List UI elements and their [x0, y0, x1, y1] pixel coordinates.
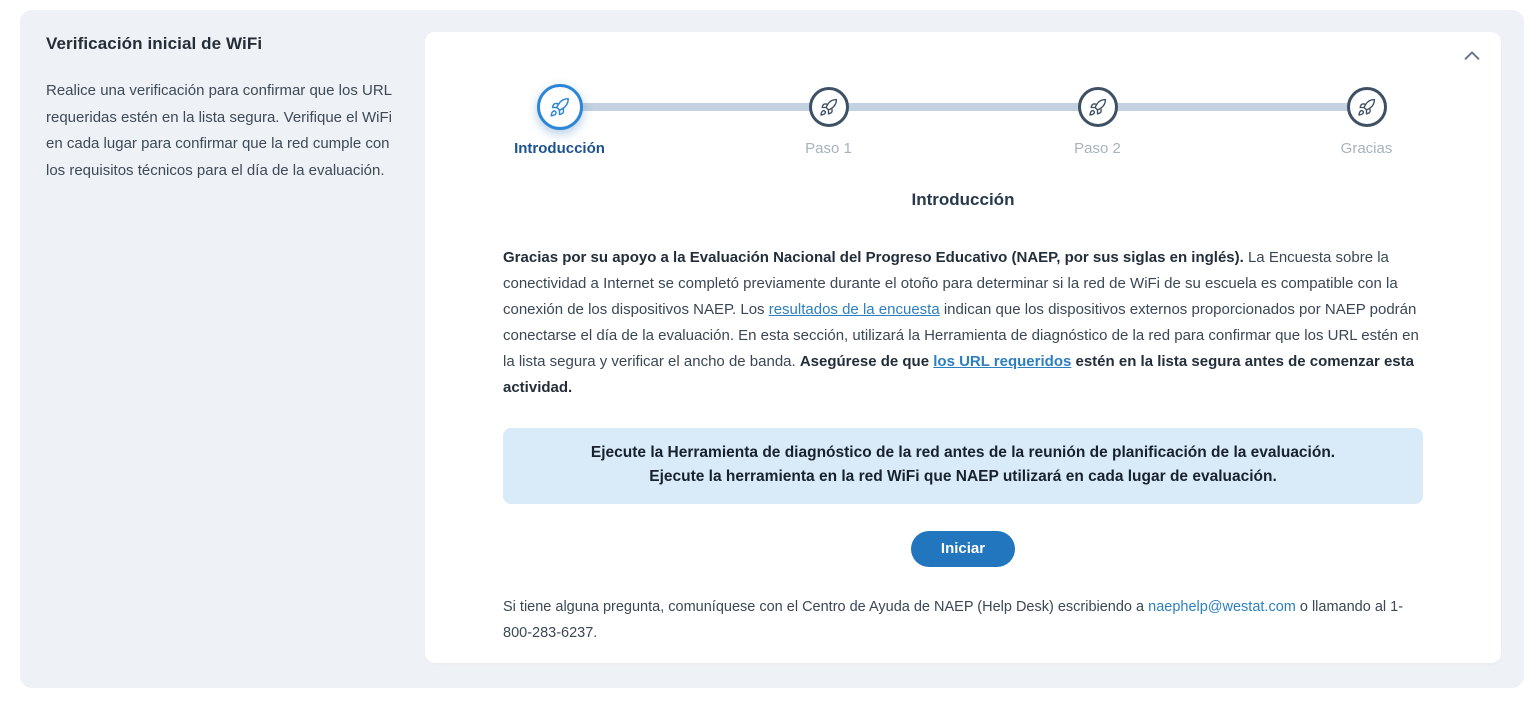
section-title: Verificación inicial de WiFi	[46, 34, 263, 53]
step-circle-wrap	[809, 84, 849, 130]
wizard-card	[425, 32, 1501, 663]
step-label: Introducción	[514, 140, 605, 157]
start-button[interactable]: Iniciar	[911, 531, 1015, 567]
progress-stepper	[425, 32, 1501, 157]
survey-results-link[interactable]: resultados de la encuesta	[768, 301, 940, 319]
intro-lead-bold: Gracias por su apoyo a la Evaluación Nacional del Progreso Educativo (NAEP, por sus siglas en inglés).	[503, 249, 1244, 266]
help-email-link[interactable]: naephelp@westat.com	[1148, 599, 1296, 616]
sidebar	[46, 34, 402, 185]
intro-ensure-bold-end: estén en la lista segura antes de comenzar esta actividad.	[503, 353, 1414, 397]
rocket-icon	[1357, 98, 1376, 117]
required-urls-link[interactable]: los URL requeridos	[933, 353, 1072, 371]
intro-paragraph	[503, 245, 1423, 402]
step-label: Paso 2	[1074, 140, 1121, 157]
step-introduccion	[425, 84, 694, 157]
rocket-icon	[819, 98, 838, 117]
step-label: Gracias	[1340, 140, 1393, 157]
step-circle-wrap	[1347, 84, 1387, 130]
callout-line-1: Ejecute la Herramienta de diagnóstico de la red antes de la reunión de planificación de la evaluación.	[590, 443, 1336, 461]
help-text: o llamando al 1-800-283-6237.	[503, 599, 1404, 641]
help-text: Si tiene alguna pregunta, comuníquese con el Centro de Ayuda de NAEP (Help Desk) escribiendo a	[503, 599, 1149, 616]
step-paso-2	[963, 84, 1232, 157]
step-indicator[interactable]	[1347, 87, 1387, 127]
callout-box	[503, 428, 1423, 505]
intro-text: indican que los dispositivos externos proporcionados por NAEP podrán conectarse el día de la evaluación. En esta sección, utilizará la Herramienta de diagnóstico de la red para confirmar que los URL estén en la lista segura y verificar el ancho de banda.	[503, 301, 1419, 371]
section-description: Realice una verificación para confirmar que los URL requeridas estén en la lista segura. Verifique el WiFi en cada lugar para confirmar que la red cumple con los requisitos técnicos para el día de la evaluación.	[46, 82, 393, 180]
rocket-icon	[549, 97, 570, 118]
step-paso-1	[694, 84, 963, 157]
callout-line-2: Ejecute la herramienta en la red WiFi que NAEP utilizará en cada lugar de evaluación.	[649, 468, 1277, 486]
step-circle-wrap	[537, 84, 583, 130]
wifi-verification-panel	[20, 10, 1524, 688]
step-gracias	[1232, 84, 1501, 157]
intro-ensure-bold: Asegúrese de que	[799, 353, 934, 371]
intro-text: La Encuesta sobre la conectividad a Internet se completó previamente durante el otoño para determinar si la red de WiFi de su escuela es compatible con la conexión de los dispositivos NAEP. Los	[503, 249, 1398, 319]
step-heading: Introducción	[911, 190, 1015, 209]
step-indicator[interactable]	[537, 84, 583, 130]
step-indicator[interactable]	[1078, 87, 1118, 127]
step-circle-wrap	[1078, 84, 1118, 130]
step-indicator[interactable]	[809, 87, 849, 127]
rocket-icon	[1088, 98, 1107, 117]
step-label: Paso 1	[805, 140, 852, 157]
help-desk-note	[503, 595, 1423, 646]
